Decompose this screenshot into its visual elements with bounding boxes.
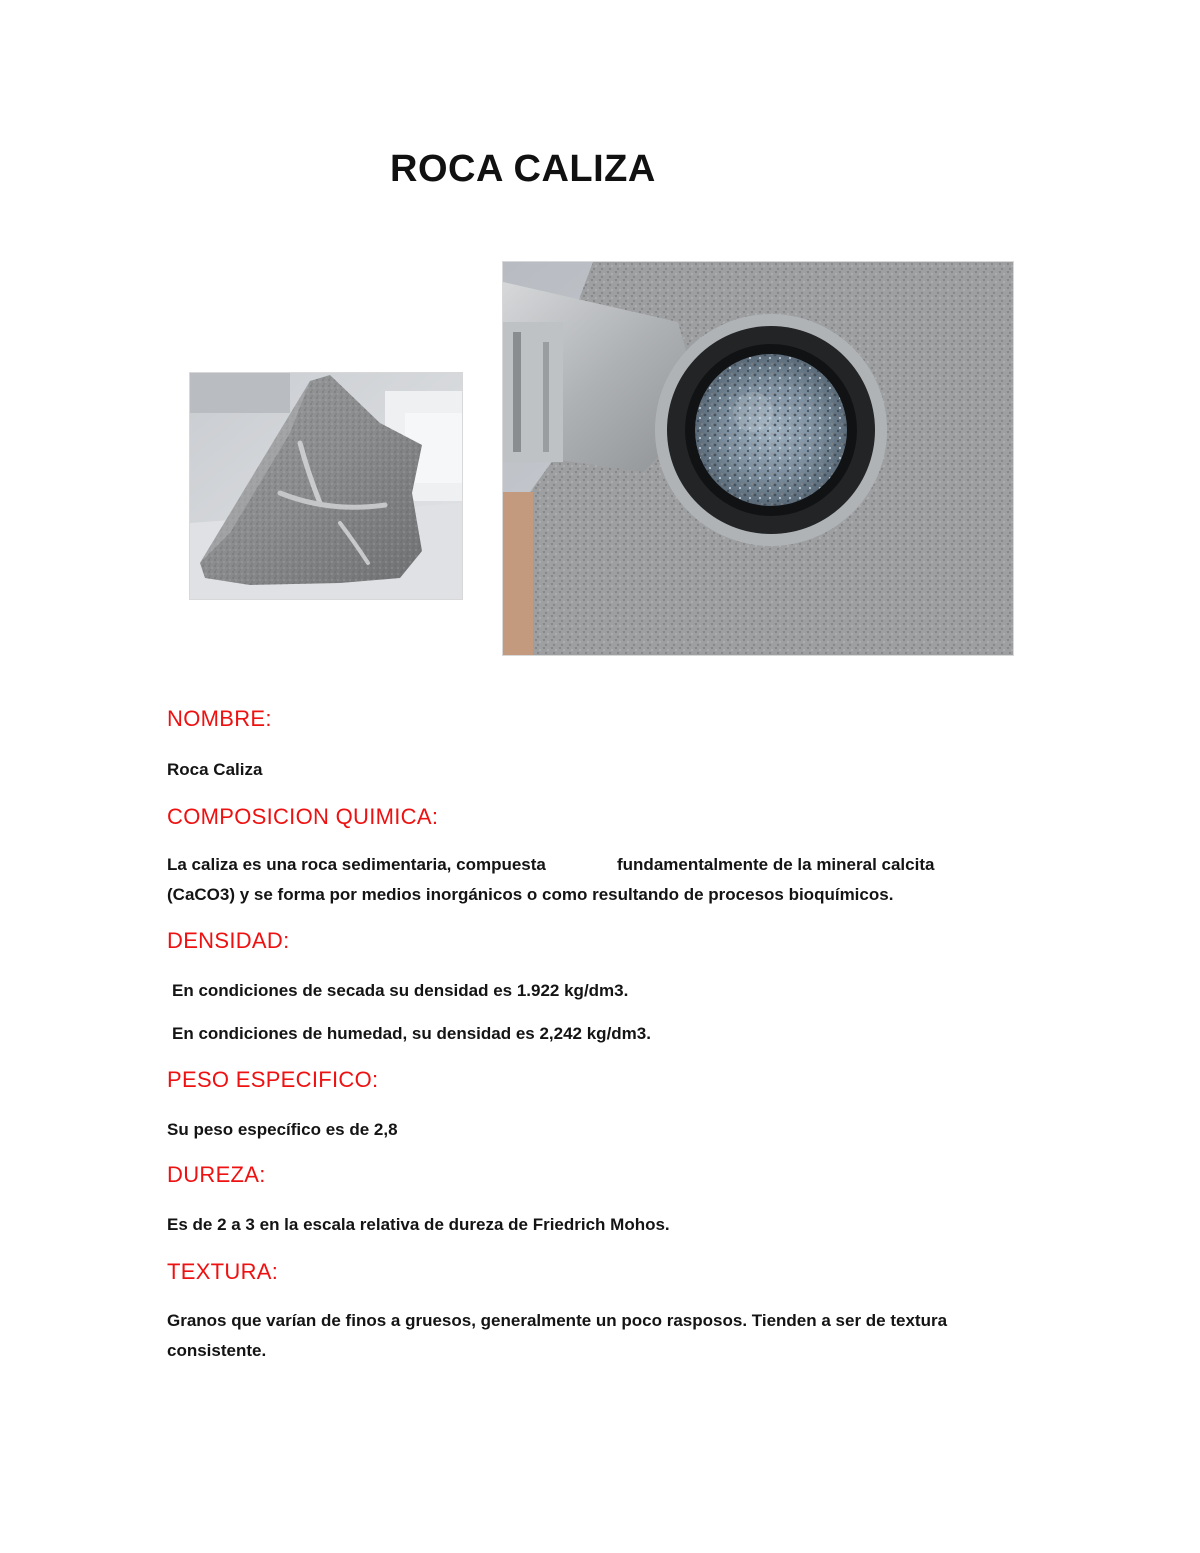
peso-text: Su peso específico es de 2,8 xyxy=(167,1120,398,1139)
nombre-text: Roca Caliza xyxy=(167,760,263,779)
composicion-line1-b: fundamentalmente de la mineral calcita xyxy=(617,855,935,874)
magnifying-loupe-photo xyxy=(502,261,1014,656)
dureza-heading: DUREZA: xyxy=(167,1162,266,1187)
composicion-heading: COMPOSICION QUIMICA: xyxy=(167,804,439,829)
composicion-line1-a: La caliza es una roca sedimentaria, compuesta xyxy=(167,855,546,874)
nombre-heading: NOMBRE: xyxy=(167,706,272,731)
composicion-line2: (CaCO3) y se forma por medios inorgánicos o como resultando de procesos bioquímicos. xyxy=(167,885,894,904)
densidad-text-dry: En condiciones de secada su densidad es 1.922 kg/dm3. xyxy=(172,981,629,1000)
textura-heading: TEXTURA: xyxy=(167,1259,279,1284)
densidad-heading: DENSIDAD: xyxy=(167,928,290,953)
textura-text: Granos que varían de finos a gruesos, generalmente un poco rasposos. Tienden a ser de textura consistente. xyxy=(167,1311,948,1360)
densidad-text-wet: En condiciones de humedad, su densidad es 2,242 kg/dm3. xyxy=(172,1024,651,1043)
peso-heading: PESO ESPECIFICO: xyxy=(167,1067,379,1092)
document-title: ROCA CALIZA xyxy=(390,148,656,190)
rock-sample-photo xyxy=(189,372,463,600)
dureza-text: Es de 2 a 3 en la escala relativa de dureza de Friedrich Mohos. xyxy=(167,1215,670,1234)
